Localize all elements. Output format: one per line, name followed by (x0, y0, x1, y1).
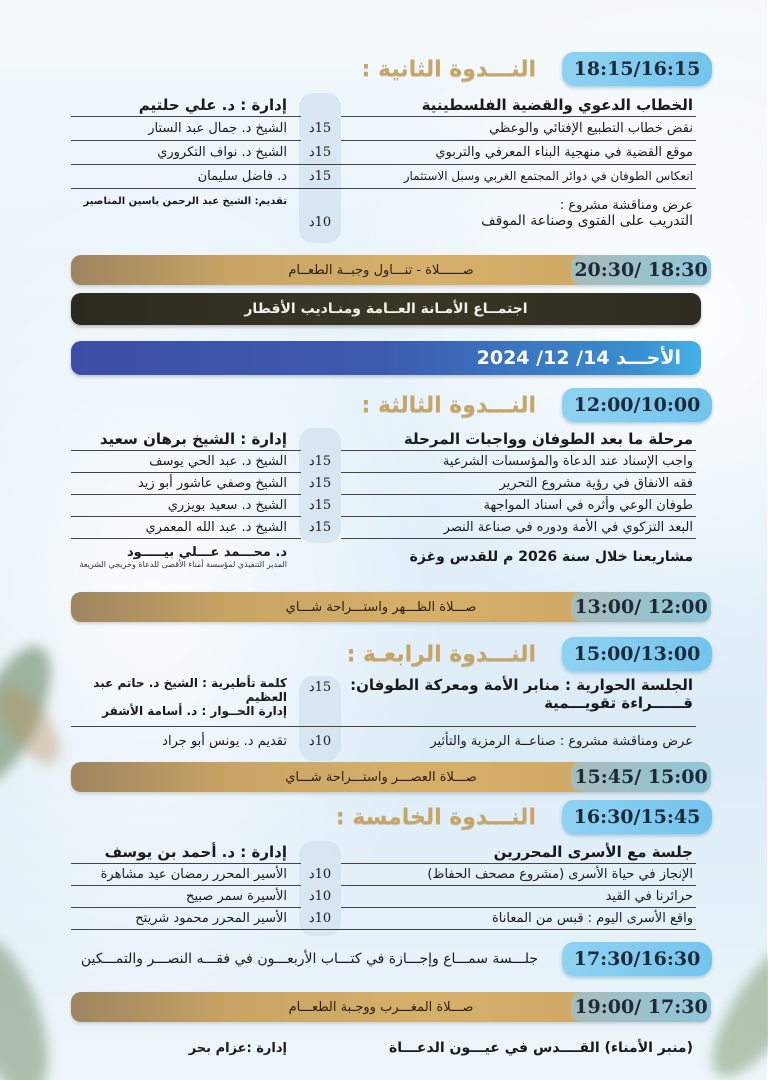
break-bar-asr-tea: 15:45/ 15:00 صـــلاة العصـــر واستـــراحة شـــاي (72, 762, 712, 792)
break-bar-prayer-meal: 20:30/ 18:30 صــــــلاة - تنـــاول وجبــة الطعــام (72, 255, 712, 285)
session3-time: 12:00/10:00 (563, 388, 713, 422)
minbar-moderator: إدارة :عزام بحر (189, 1040, 288, 1056)
session6-time: 17:30/16:30 (563, 942, 713, 976)
dialogue-row: الجلسة الحوارية : منابر الأمة ومعركة الطوفان: قــــــراءة تقويـــمية 15د كلمة تأطيرية : الشيخ د. حاتم عبد العظيم إدارة الحــوار : د. أسامة الأشقر (94, 676, 694, 718)
break-bar-dhuhr-tea: 13:00/ 12:00 صـــلاة الظـــهر واستـــراحة شـــاي (72, 592, 712, 622)
session5-header (337, 800, 713, 834)
session3-closing-row: مشاريعنا خلال سنة 2026 م للقدس وغزة د. محـــمد عـــلي بيـــــود المدير التنفيذي لمؤسسة أمناء الأقصى للدعاة وخريجي الشريعة (72, 538, 697, 576)
session5-time: 16:30/15:45 (563, 800, 713, 834)
table-row: واقع الأسرى اليوم : قبس من المعاناة 10د الأسير المحرر محمود شريتح (136, 910, 694, 926)
session2-heading-row (72, 93, 697, 116)
session4-table (72, 676, 697, 761)
table-row: واجب الإسناد عند الدعاة والمؤسسات الشرعية 15د الشيخ د. عبد الحي يوسف (150, 453, 694, 469)
table-row: الإنجاز في حياة الأسرى (مشروع مصحف الحفاظ) 10د الأسير المحرر رمضان عيد مشاهرة (101, 866, 694, 882)
table-row: فقه الانفاق في رؤية مشروع التحرير 15د الشيخ وصفي عاشور أبو زيد (138, 475, 694, 491)
break-bar-maghrib-meal: 19:00/ 17:30 صـــلاة المغـــرب ووجـبة الطعـــام (72, 992, 712, 1022)
table-row: نقض خطاب التطبيع الإفتائي والوعظي 15د الشيخ د. جمال عبد الستار (149, 120, 694, 136)
session2-time: 18:15/16:15 (563, 52, 713, 86)
session4-title: النـــدوة الرابعـة : (347, 641, 537, 667)
table-row: عرض ومناقشة مشروع : صناعــة الرمزية والتأثير 10د تقديم د. يونس أبو جراد (163, 733, 694, 749)
session4-time: 15:00/13:00 (563, 637, 713, 671)
project-presenter: تقديم: الشيخ عبد الرحمن ياسين المناصير (84, 196, 288, 207)
date-bar (72, 341, 702, 375)
session2-header (363, 52, 713, 86)
table-row: موقع القضية في منهجية البناء المعرفي والتربوي 15د الشيخ د. نواف التكروري (158, 144, 694, 160)
project-label: عرض ومناقشة مشروع : (560, 197, 694, 213)
session2-heading: الخطاب الدعوي والقضية الفلسطينية (422, 95, 694, 114)
session5-heading: جلسة مع الأسرى المحررين (494, 843, 694, 861)
session6-header (82, 942, 713, 976)
session3-header (363, 388, 713, 422)
session2-moderator: إدارة : د. علي حلتيم (139, 95, 288, 114)
table-row: البعد التزكوي في الأمة ودوره في صناعة النصر 15د الشيخ د. عبد الله المعمري (146, 519, 694, 535)
minbar-topic: (منبر الأمناء) القــــدس في عيـــون الدعـــاة (390, 1040, 694, 1056)
session4-header (348, 637, 713, 671)
general-secretariat-meeting-bar: اجتمــاع الأمـانة العــامة ومنـاديب الأقطار (72, 293, 702, 325)
session3-heading: مرحلة ما بعد الطوفان وواجبات المرحلة (404, 430, 694, 448)
session3-title: النـــدوة الثالثة : (362, 392, 537, 418)
session3-table (72, 428, 697, 588)
table-row: طوفان الوعي وأثره في اسناد المواجهة 15د الشيخ د. سعيد بويزري (168, 497, 694, 513)
session2-title: النـــدوة الثانية : (362, 56, 537, 82)
date-label: الأحـــد 14/ 12/ 2024 (477, 347, 682, 369)
minbar-row (72, 1035, 697, 1061)
session3-moderator: إدارة : الشيخ برهان سعيد (100, 430, 288, 448)
table-row: انعكاس الطوفان في دوائر المجتمع الغربي وسبل الاستثمار 15د د. فاضل سليمان (198, 168, 694, 184)
closing-speaker: د. محـــمد عـــلي بيـــــود (127, 545, 288, 560)
session5-moderator: إدارة : د. أحمد بن يوسف (105, 843, 288, 861)
session2-project-row: عرض ومناقشة مشروع : التدريب على الفتوى وصناعة الموقف 10د تقديم: الشيخ عبد الرحمن ياسين المناصير (72, 188, 697, 238)
closing-speaker-title: المدير التنفيذي لمؤسسة أمناء الأقصى للدعاة وخريجي الشريعة (80, 560, 288, 569)
project-title: التدريب على الفتوى وصناعة الموقف (482, 212, 694, 229)
session5-title: النـــدوة الخامسة : (336, 804, 537, 830)
session2-table (72, 93, 697, 243)
table-row: حرائرنا في القيد 10د الأسيرة سمر صبيح (187, 888, 694, 904)
session6-label: جلـــسة سمـــاع وإجـــازة في كتـــاب الأربعـــون في فقـــه النصـــر والتمـــكين (81, 951, 539, 967)
session5-table (72, 841, 697, 941)
